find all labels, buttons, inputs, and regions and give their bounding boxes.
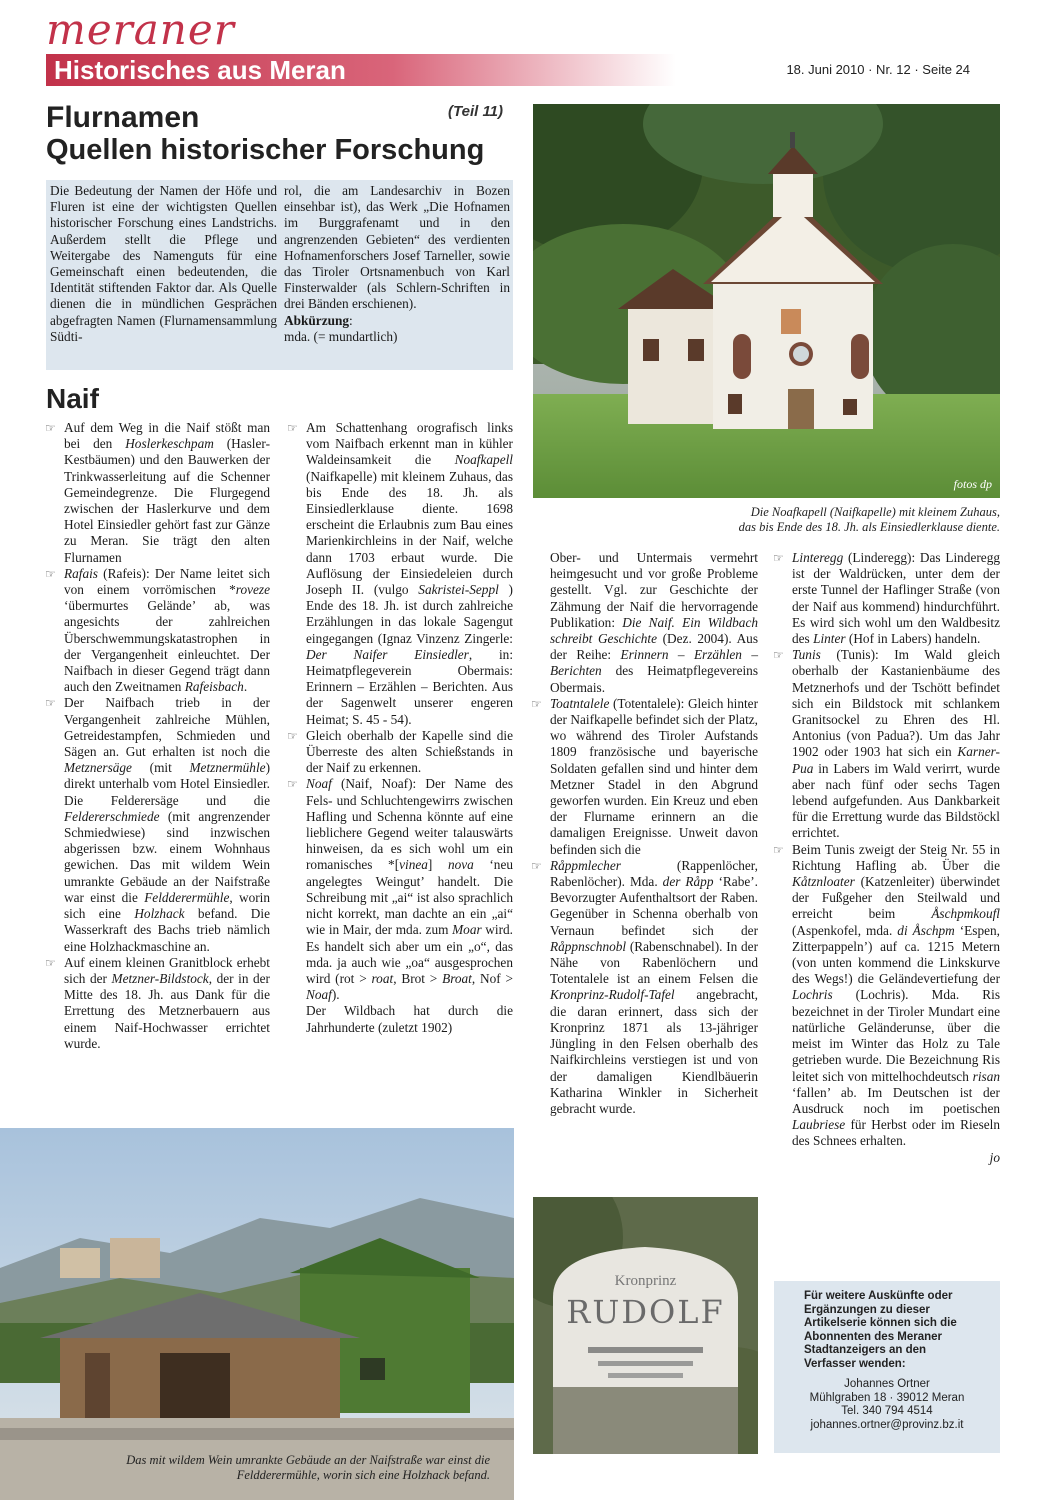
pointing-hand-icon: ☞ (45, 955, 56, 970)
author-signature: jo (989, 1149, 1000, 1165)
pointing-hand-icon: ☞ (287, 728, 298, 743)
article-title: Flurnamen (46, 101, 200, 134)
chapel-illustration (533, 104, 1000, 498)
entry-metzner-bildstock: ☞ Auf einem kleinen Granitblock erhebt sich der Metzner-Bildstock, der in der Mitte des 18. Jh. aus Dank für die Errettung des Metznerbauern aus einem Naif-Hochwasser errichtet wurde. (45, 954, 270, 1051)
entry-tunis: ☞ Tunis (Tunis): Im Wald gleich oberhalb der Kastanienbäume des Metznerhofs und der Tschött befindet sich ein Bildstock mit schlankem Granitsockel zu Ehren des Hl. Antonius (von Padua?). Um das Jahr 1902 oder 1903 hat sich ein Karner-Pua in Labers im Wald verirrt, wurde aber nach fünf oder sechs Tagen lebend aufgefunden. Aus Dankbarkeit für die Errettung wurde das Bildstöckl errichtet. (773, 647, 1000, 841)
text-column-3 (531, 550, 758, 1117)
pointing-hand-icon: ☞ (287, 421, 298, 435)
pointing-hand-icon: ☞ (531, 858, 542, 873)
pointing-hand-icon: ☞ (287, 777, 298, 792)
photo-credit: fotos dp (953, 477, 992, 491)
chapel-photo (533, 104, 1000, 498)
entry-rafais: ☞ Rafais (Rafeis): Der Name leitet sich von einem vorrömischen *roveze ‘übermurtes Gelände’ ab, was angesichts der zahlreichen Überschwemmungskatastrophen in der Vergangenheit einleuchtet. Der Naifbach in dieser Gegend trägt dann auch den Zweitnamen Rafeisbach. (45, 565, 270, 695)
contact-intro: Für weitere Auskünfte oder Ergänzungen zu dieser Artikelserie können sich die Abonnenten des Meraner Stadtanzeigers an den Verfasser wenden: (804, 1290, 957, 1370)
mill-photo (0, 1128, 514, 1500)
mill-illustration (0, 1128, 514, 1500)
entry-hoslerkeschpam: ☞ Auf dem Weg in die Naif stößt man bei den Hoslerkeschpam (Hasler-Kestbäumen) und den Bauwerken der Trinkwasserleitung auf die Schenner Gemeindegrenze. Die Flurgegend zwischen der Haslerkurve und dem Hotel Einsiedler gehört fast zur Gänze zu Meran. Sie trägt den alten Flurnamen (45, 420, 270, 565)
text-column-1 (46, 420, 270, 1052)
part-label: (Teil 11) (448, 103, 504, 120)
pointing-hand-icon: ☞ (531, 696, 542, 711)
entry-rappmlecher: ☞ Råppmlecher (Rappenlöcher, Rabenlöcher). Mda. der Råpp ‘Rabe’. Bevorzugter Aufenthaltsort der Raben. Gegenüber in Schenna oberhalb von Vernaun befindet sich der Råppnschnobl (Rabenschnabel). In der Nähe von Rabenlöchern und Totentalele ist an einem Felsen die Kronprinz-Rudolf-Tafel angebracht, die daran erinnert, dass sich der Kronprinz 1871 als 13-jähriger Jüngling in den Felsen oberhalb des Naifkirchleins verstiegen ist und von der damaligen Kiendlbäuerin Katharina Winkler in Sicherheit gebracht wurde. (531, 857, 758, 1116)
entry-noafkapell: ☞ Am Schattenhang orografisch links vom Naifbach erkennt man in kühler Waldeinsamkeit die Noafkapell (Naifkapelle) mit kleinem Zuhaus, das bis Ende des 18. Jh. als Einsiedlerklause diente. 1698 erscheint die Erlaubnis zum Bau eines Marienkirchleins in der Naif, welche dann 1703 erbaut wurde. Die Auflösung der Einsiedeleien durch Joseph II. (vulgo Sakristei-Seppl ) Ende des 18. Jh. ist durch zahlreiche Erzählungen in das lokale Sagengut eingegangen (Ignaz Vinzenz Zingerle: Der Naifer Einsiedler, in: Heimatpflegeverein Obermais: Erinnern – Erzählen – Berichten. Aus der Sagenwelt unserer engeren Heimat; S. 45 - 54). (287, 420, 514, 727)
entry-noaf: ☞ Noaf (Naif, Noaf): Der Name des Fels- und Schluchtengewirrs zwischen Hafling und Schenna könnte auf eine lieblichere Gegend weiter talauswärts hinweisen, da es sich wohl um ein romanisches *[vinea] nova ‘neu angelegtes Weingut’ handelt. Die Schreibung mit „ai“ ist also sprachlich nicht korrekt, man dachte an ein „ai“ wie in Mair, der mda. zum Moar wird. Es handelt sich aber um ein „o“, das mda. ja auch wie „oa“ ausgesprochen wird (rot > roat, Brot > Broat, Nof > Noaf). (287, 776, 513, 1003)
contact-email[interactable]: johannes.ortner@provinz.bz.it (810, 1418, 964, 1431)
entry-naifbach-muehlen: ☞ Der Naifbach trieb in der Vergangenheit zahlreiche Mühlen, Getreidestampfen, Schmieden und Sägen an. Gut erhalten ist noch die Metznersäge (mit Metznermühle) direkt unterhalb vom Hotel Einsiedler. Die Felderersäge und die Feldererschmiede (mit angrenzender Schmiedwiese) sind inzwischen abgerissen bzw. einem Wohnhaus gewichen. Das mit wildem Wein umrankte Gebäude an der Naifstraße war einst die Feldderermühle, worin sich eine Holzhack befand. Die Wasserkraft des Bachs trieb nämlich eine Holzhackmaschine an. (45, 695, 271, 954)
pointing-hand-icon: ☞ (773, 648, 784, 663)
section-heading-naif: Naif (46, 383, 99, 414)
abbreviation-text: mda. (= mundartlich) (284, 328, 398, 344)
intro-column-2: rol, die am Landesarchiv in Bozen einsehbar ist), das Werk „Die Hofnamen im Burggrafenamt und in den angrenzenden Gebieten“ des verdienten Hofnamenforschers Josef Tarneller, sowie das Tiroler Ortsnamenbuch von Karl Finsterwalder (als Schlern-Schriften in drei Bänden erschienen). Abkürzung: mda. (= mundartlich) (284, 183, 510, 344)
text-column-2 (288, 420, 513, 1036)
article-subtitle: Quellen historischer Forschung (46, 134, 485, 166)
pointing-hand-icon: ☞ (773, 551, 784, 565)
intro-text: rol, die am Landesarchiv in Bozen einsehbar ist), das Werk „Die Hofnamen im Burggrafenamt und in den angrenzenden Gebieten“ des verdienten Hofnamenforschers Josef Tarneller, sowie das Tiroler Ortsnamenbuch von Karl Finsterwalder (als Schlern-Schriften in drei Bänden erschienen). (284, 183, 510, 312)
entry-linteregg: ☞ Linteregg (Linderegg): Das Linderegg ist der Waldrücken, unter dem der erste Tunnel der Haflinger Straße (von der Naif aus kommend) hindurchführt. Es wird sich wohl um den Waldbesitz des Linter (Hof in Labers) handeln. (773, 550, 1000, 647)
issue-info: 18. Juni 2010 · Nr. 12 · Seite 24 (786, 62, 970, 77)
entry-katznloater: ☞ Beim Tunis zweigt der Steig Nr. 55 in Richtung Hafling ab. Über die Kåtznloater (Katzenleiter) überwindet der Fußgeher den Steilwald und erreicht beim Åschpmkoufl (Aspenkofel, mda. di Åschpm ‘Espen, Zitterpappeln’) auf ca. 1215 Metern (von unten kommend die Linkskurve des Wegs!) die Geländevertiefung der Lochris (Lochris). Mda. Ris bezeichnet in der Tiroler Mundart eine natürliche Geländerunse, über die meist im Winter das Holz zu Tale getrieben wurde. Die Bezeichnung Ris leitet sich von mittelhochdeutsch risan ‘fallen’ ab. Im Deutschen ist der Ausdruck noch im poetischen Laubriese für Herbst oder im Rieseln des Schnees erhalten. (773, 841, 1001, 1149)
abbreviation-label: Abkürzung (284, 312, 350, 328)
mill-photo-caption: Das mit wildem Wein umrankte Gebäude an der Naifstraße war einst die Feldderermühle, worin sich eine Holzhack befand. (126, 1453, 490, 1482)
entry-schiessstand: ☞ Gleich oberhalb der Kapelle sind die Überreste des alten Schießstands in der Naif zu erkennen. (287, 727, 513, 776)
pointing-hand-icon: ☞ (773, 842, 784, 857)
contact-details (774, 1378, 1000, 1432)
contact-phone: Tel. 340 794 4514 (841, 1405, 933, 1418)
paragraph-naif-publication: Ober- und Untermais vermehrt heimgesucht und vor große Probleme gestellt. Vgl. zur Geschichte der Zähmung der Naif die hervorragende Publikation: Die Naif. Ein Wildbach schreibt Geschichte (Dez. 2004). Aus der Reihe: Erinnern – Erzählen – Berichten des Heimatpflegevereins Obermais. (550, 550, 758, 695)
contact-box (774, 1281, 1000, 1453)
pointing-hand-icon: ☞ (45, 421, 56, 435)
masthead-logo: meraner (46, 5, 235, 54)
rudolf-plaque-photo (533, 1197, 758, 1454)
paragraph-wildbach: Der Wildbach hat durch die Jahrhunderte (zuletzt 1902) (306, 1003, 513, 1035)
text-column-4 (774, 550, 1000, 1166)
intro-column-1: Die Bedeutung der Namen der Höfe und Fluren ist eine der wichtigsten Quellen historischer Forschung eines Landstrichs. Außerdem stellt die Pflege und Weitergabe des Namenguts für eine Gemeinschaft einen bedeutenden, die Identität stiftenden Faktor dar. Als Quelle dienen die in mündlichen Gesprächen abgefragten Namen (Flurnamensammlung Südti- (50, 183, 277, 344)
pointing-hand-icon: ☞ (45, 566, 56, 581)
contact-address: Mühlgraben 18 · 39012 Meran (809, 1391, 965, 1404)
pointing-hand-icon: ☞ (45, 696, 56, 711)
chapel-photo-caption: Die Noafkapell (Naifkapelle) mit kleinem Zuhaus, das bis Ende des 18. Jh. als Einsiedlerklause diente. (738, 505, 1000, 534)
plaque-line-1: Kronprinz (614, 1273, 677, 1289)
section-title: Historisches aus Meran (54, 55, 346, 85)
contact-name: Johannes Ortner (844, 1378, 930, 1390)
plaque-line-2: RUDOLF (566, 1293, 725, 1331)
entry-toatntalele: ☞ Toatntalele (Totentalele): Gleich hinter der Naifkapelle befindet sich der Platz, wo während des Tiroler Aufstands 1809 französische und bayerische Soldaten gefallen sind und hinter dem Metzner Stadel in den Abgrund geworfen wurden. Ein Kreuz und eben der Flurname erinnern an die damaligen Ereignisse. Unweit davon befinden sich die (531, 695, 758, 857)
